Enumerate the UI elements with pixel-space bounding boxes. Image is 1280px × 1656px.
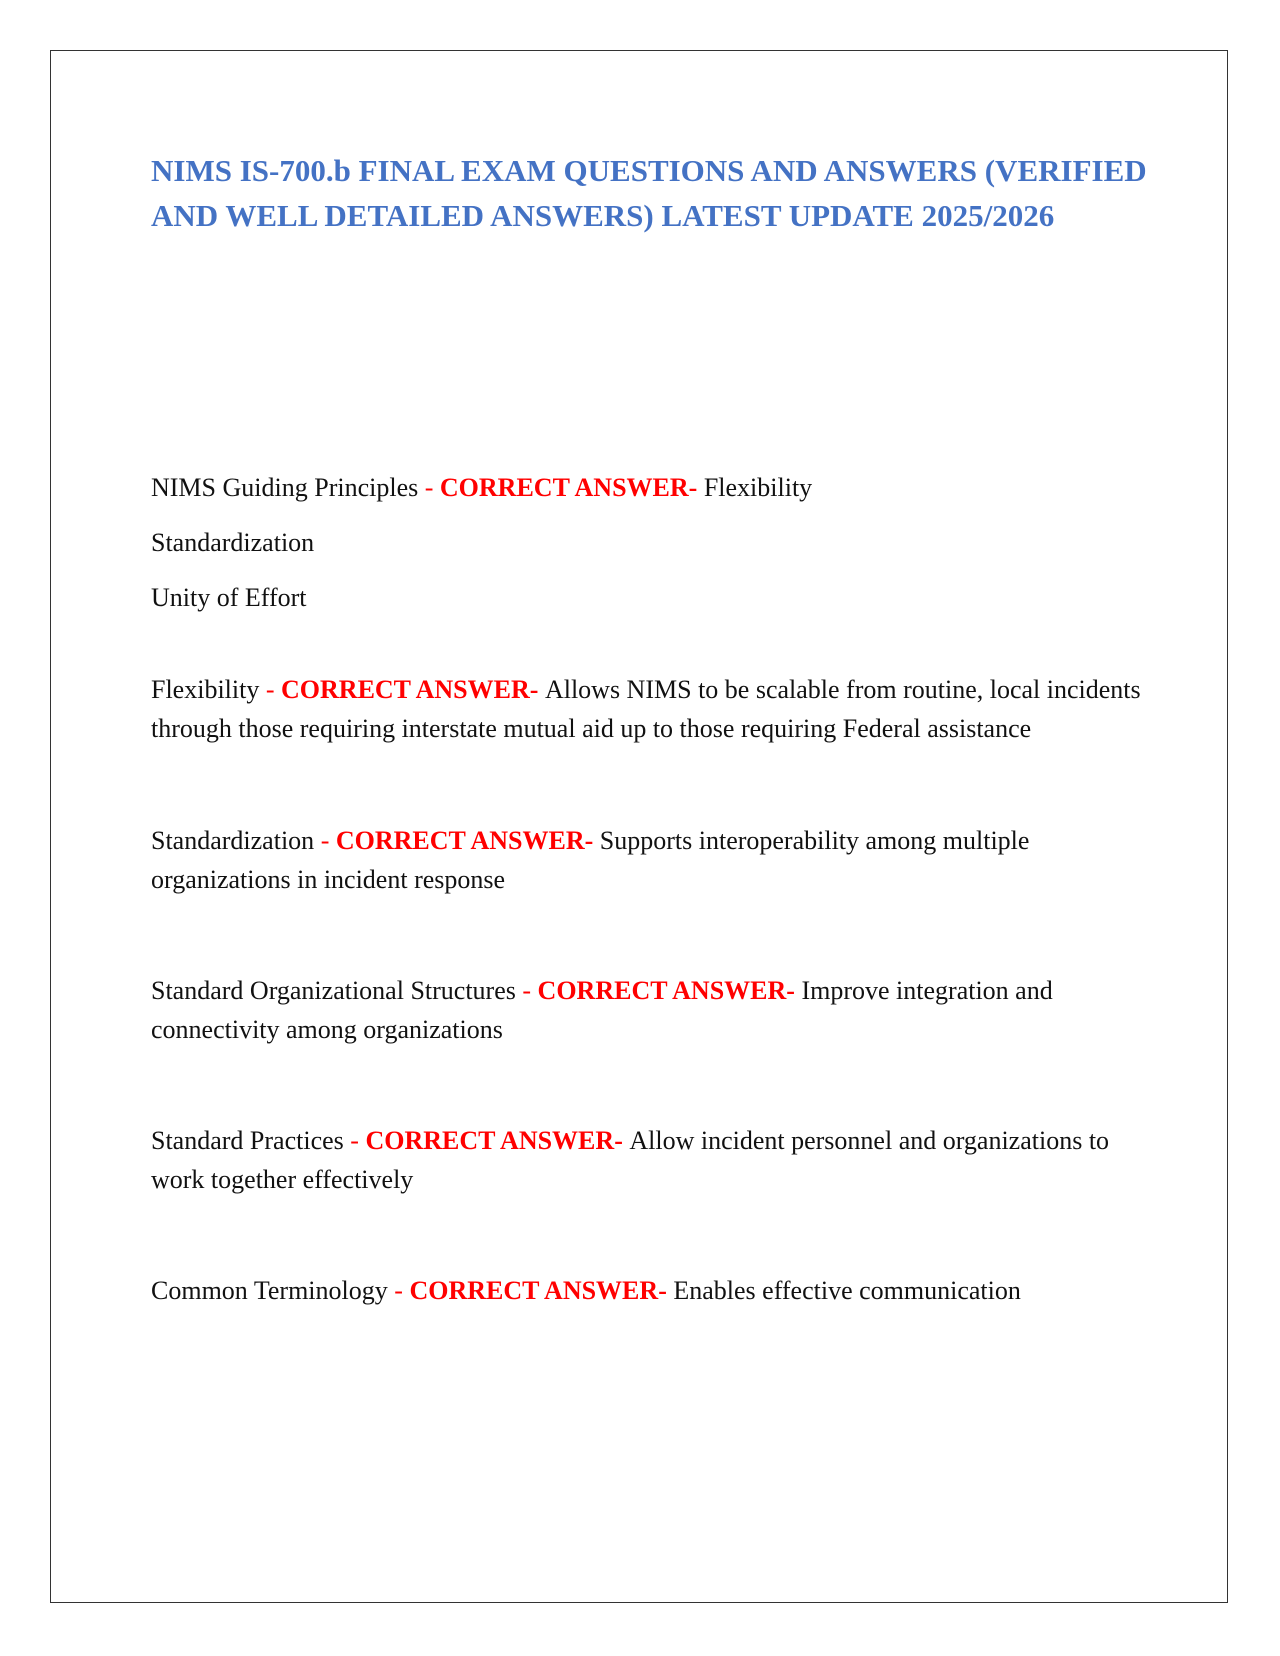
answer-extra-line: Unity of Effort [151,583,307,612]
qa-entry [151,1271,1141,1310]
term-text: Flexibility [151,675,260,704]
answer-label: - CORRECT ANSWER- [424,473,704,502]
qa-entry [151,468,1141,617]
qa-list [151,468,1141,1310]
term-text: Standard Organizational Structures [151,976,516,1005]
answer-label: - CORRECT ANSWER- [320,826,600,855]
answer-label: - CORRECT ANSWER- [350,1126,630,1155]
answer-extra-line: Standardization [151,528,315,557]
term-text: NIMS Guiding Principles [151,473,419,502]
answer-label: - CORRECT ANSWER- [522,976,802,1005]
qa-entry [151,821,1141,899]
term-text: Standard Practices [151,1126,344,1155]
answer-text: Enables effective communication [673,1276,1021,1305]
document-title: NIMS IS-700.b FINAL EXAM QUESTIONS AND ANSWERS (VERIFIED AND WELL DETAILED ANSWERS) LATEST UPDATE 2025/2026 [151,153,1147,233]
answer-text: Allows NIMS to be scalable from routine, local incidents through those requiring interstate mutual aid up to those requiring Federal assistance [151,675,1141,743]
answer-text: Flexibility [703,473,813,502]
answer-label: - CORRECT ANSWER- [265,675,545,704]
qa-entry [151,971,1141,1049]
answer-text: Allow incident personnel and organizations to work together effectively [151,1126,1110,1194]
answer-text: Supports interoperability among multiple organizations in incident response [151,826,1030,894]
qa-entry [151,1121,1141,1199]
term-text: Common Terminology [151,1276,388,1305]
qa-entry [151,670,1141,748]
term-text: Standardization [151,826,315,855]
answer-text: Improve integration and connectivity among organizations [151,976,1053,1044]
answer-label: - CORRECT ANSWER- [394,1276,674,1305]
qa-line [151,468,1141,507]
